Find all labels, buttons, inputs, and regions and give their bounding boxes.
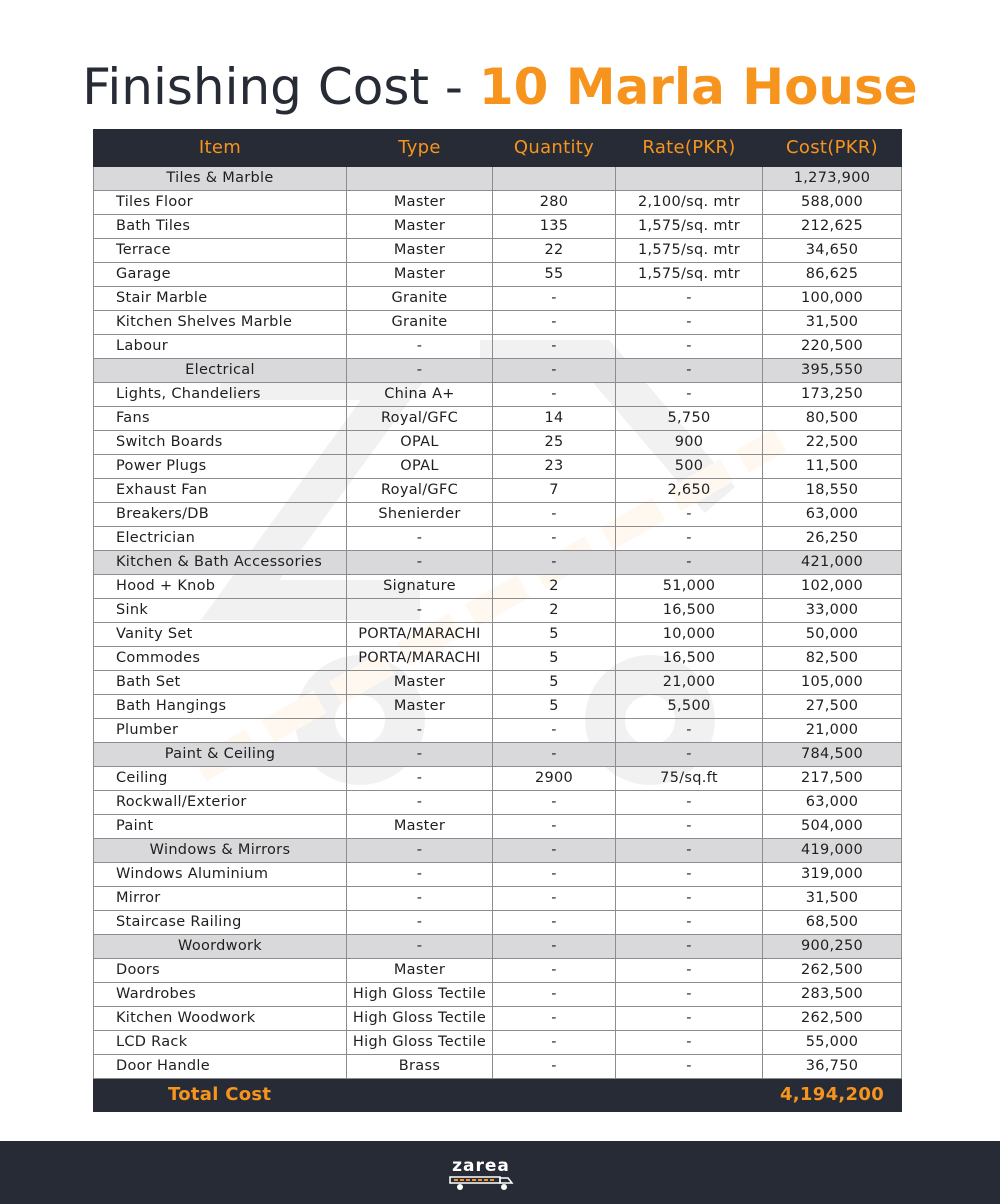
cell-rate: - bbox=[616, 863, 763, 887]
header-row bbox=[94, 130, 902, 167]
cell-type: Brass bbox=[347, 1055, 493, 1079]
cell-type: - bbox=[347, 551, 493, 575]
cell-quantity: - bbox=[493, 383, 616, 407]
header-cost: Cost(PKR) bbox=[763, 130, 902, 167]
cell-item: Rockwall/Exterior bbox=[94, 791, 347, 815]
cell-item: Hood + Knob bbox=[94, 575, 347, 599]
cell-quantity: - bbox=[493, 839, 616, 863]
table-row bbox=[94, 575, 902, 599]
table-row bbox=[94, 455, 902, 479]
cell-quantity: 280 bbox=[493, 191, 616, 215]
cell-rate: - bbox=[616, 527, 763, 551]
cell-cost: 900,250 bbox=[763, 935, 902, 959]
table-row bbox=[94, 311, 902, 335]
total-spacer bbox=[616, 1079, 763, 1112]
header-quantity: Quantity bbox=[493, 130, 616, 167]
cell-rate: 2,100/sq. mtr bbox=[616, 191, 763, 215]
table-row bbox=[94, 263, 902, 287]
cell-item: Bath Set bbox=[94, 671, 347, 695]
table-row bbox=[94, 1007, 902, 1031]
cell-type: - bbox=[347, 743, 493, 767]
cell-item: Wardrobes bbox=[94, 983, 347, 1007]
cell-rate: 5,750 bbox=[616, 407, 763, 431]
cell-rate: - bbox=[616, 359, 763, 383]
table-row bbox=[94, 671, 902, 695]
cell-type: Royal/GFC bbox=[347, 407, 493, 431]
cell-cost: 21,000 bbox=[763, 719, 902, 743]
cell-cost: 504,000 bbox=[763, 815, 902, 839]
header-rate: Rate(PKR) bbox=[616, 130, 763, 167]
cell-type: - bbox=[347, 839, 493, 863]
page-title bbox=[0, 52, 1000, 122]
cell-item: Commodes bbox=[94, 647, 347, 671]
cell-rate: 1,575/sq. mtr bbox=[616, 263, 763, 287]
cell-rate bbox=[616, 167, 763, 191]
cell-quantity: 22 bbox=[493, 239, 616, 263]
cell-quantity: - bbox=[493, 983, 616, 1007]
table-row bbox=[94, 239, 902, 263]
cell-item: Staircase Railing bbox=[94, 911, 347, 935]
cell-rate: - bbox=[616, 335, 763, 359]
cell-type: - bbox=[347, 863, 493, 887]
cell-quantity: - bbox=[493, 863, 616, 887]
cell-item: Paint & Ceiling bbox=[94, 743, 347, 767]
table-row bbox=[94, 983, 902, 1007]
cell-rate: - bbox=[616, 815, 763, 839]
table-row bbox=[94, 911, 902, 935]
cell-quantity: - bbox=[493, 503, 616, 527]
cell-type: Master bbox=[347, 959, 493, 983]
cell-item: Electrical bbox=[94, 359, 347, 383]
table-row bbox=[94, 599, 902, 623]
cell-cost: 31,500 bbox=[763, 887, 902, 911]
cell-cost: 63,000 bbox=[763, 503, 902, 527]
cell-type: PORTA/MARACHI bbox=[347, 647, 493, 671]
cell-quantity: 5 bbox=[493, 623, 616, 647]
cell-type: OPAL bbox=[347, 431, 493, 455]
header-item: Item bbox=[94, 130, 347, 167]
table-row bbox=[94, 863, 902, 887]
cell-type: - bbox=[347, 719, 493, 743]
cell-quantity: - bbox=[493, 527, 616, 551]
cell-cost: 86,625 bbox=[763, 263, 902, 287]
cell-type: Granite bbox=[347, 311, 493, 335]
cell-type: - bbox=[347, 791, 493, 815]
cell-cost: 22,500 bbox=[763, 431, 902, 455]
cell-type: - bbox=[347, 359, 493, 383]
cell-cost: 173,250 bbox=[763, 383, 902, 407]
cell-quantity: - bbox=[493, 935, 616, 959]
table-row bbox=[94, 503, 902, 527]
cell-cost: 262,500 bbox=[763, 1007, 902, 1031]
table-row bbox=[94, 887, 902, 911]
cell-item: Switch Boards bbox=[94, 431, 347, 455]
cell-quantity: 5 bbox=[493, 695, 616, 719]
cell-quantity: 2 bbox=[493, 575, 616, 599]
cell-rate: 10,000 bbox=[616, 623, 763, 647]
cell-type: Master bbox=[347, 239, 493, 263]
table-row bbox=[94, 407, 902, 431]
cell-item: Kitchen Woodwork bbox=[94, 1007, 347, 1031]
cell-item: Paint bbox=[94, 815, 347, 839]
total-spacer bbox=[493, 1079, 616, 1112]
table-row bbox=[94, 287, 902, 311]
cell-item: Bath Hangings bbox=[94, 695, 347, 719]
cell-quantity bbox=[493, 167, 616, 191]
category-row bbox=[94, 935, 902, 959]
cell-item: Kitchen Shelves Marble bbox=[94, 311, 347, 335]
cell-item: Bath Tiles bbox=[94, 215, 347, 239]
cell-quantity: 5 bbox=[493, 647, 616, 671]
table-row bbox=[94, 1055, 902, 1079]
cell-item: Doors bbox=[94, 959, 347, 983]
cell-quantity: - bbox=[493, 311, 616, 335]
cell-rate: 75/sq.ft bbox=[616, 767, 763, 791]
cell-type: Master bbox=[347, 191, 493, 215]
cell-item: Terrace bbox=[94, 239, 347, 263]
cell-cost: 588,000 bbox=[763, 191, 902, 215]
cell-quantity: - bbox=[493, 1031, 616, 1055]
cell-quantity: 14 bbox=[493, 407, 616, 431]
cell-rate: 16,500 bbox=[616, 599, 763, 623]
cell-cost: 319,000 bbox=[763, 863, 902, 887]
total-label: Total Cost bbox=[94, 1079, 347, 1112]
cell-type: - bbox=[347, 527, 493, 551]
cell-cost: 31,500 bbox=[763, 311, 902, 335]
cell-cost: 784,500 bbox=[763, 743, 902, 767]
cell-cost: 105,000 bbox=[763, 671, 902, 695]
cell-cost: 100,000 bbox=[763, 287, 902, 311]
table-row bbox=[94, 191, 902, 215]
cell-cost: 80,500 bbox=[763, 407, 902, 431]
total-row bbox=[94, 1079, 902, 1112]
cell-item: Labour bbox=[94, 335, 347, 359]
cell-quantity: - bbox=[493, 287, 616, 311]
cell-item: Garage bbox=[94, 263, 347, 287]
cell-rate: - bbox=[616, 551, 763, 575]
cell-type: Master bbox=[347, 263, 493, 287]
cell-rate: - bbox=[616, 935, 763, 959]
cell-item: Power Plugs bbox=[94, 455, 347, 479]
cell-quantity: - bbox=[493, 911, 616, 935]
cell-rate: - bbox=[616, 287, 763, 311]
cell-rate: 16,500 bbox=[616, 647, 763, 671]
cell-type: OPAL bbox=[347, 455, 493, 479]
footer-bar bbox=[0, 1141, 1000, 1204]
cell-quantity: 2 bbox=[493, 599, 616, 623]
cell-rate: 500 bbox=[616, 455, 763, 479]
cell-type: Master bbox=[347, 695, 493, 719]
table-row bbox=[94, 1031, 902, 1055]
cell-item: Stair Marble bbox=[94, 287, 347, 311]
cell-rate: - bbox=[616, 719, 763, 743]
cell-item: Plumber bbox=[94, 719, 347, 743]
cell-rate: 5,500 bbox=[616, 695, 763, 719]
cell-type: - bbox=[347, 599, 493, 623]
cell-quantity: 25 bbox=[493, 431, 616, 455]
cell-item: Lights, Chandeliers bbox=[94, 383, 347, 407]
category-row bbox=[94, 839, 902, 863]
cell-type: Master bbox=[347, 215, 493, 239]
cell-quantity: - bbox=[493, 887, 616, 911]
cell-cost: 395,550 bbox=[763, 359, 902, 383]
cell-rate: - bbox=[616, 383, 763, 407]
cell-type: - bbox=[347, 767, 493, 791]
cell-type: Granite bbox=[347, 287, 493, 311]
cell-cost: 283,500 bbox=[763, 983, 902, 1007]
cell-cost: 63,000 bbox=[763, 791, 902, 815]
cell-item: Breakers/DB bbox=[94, 503, 347, 527]
table-row bbox=[94, 215, 902, 239]
cell-cost: 82,500 bbox=[763, 647, 902, 671]
cell-cost: 1,273,900 bbox=[763, 167, 902, 191]
cell-rate: 1,575/sq. mtr bbox=[616, 239, 763, 263]
cell-type: Signature bbox=[347, 575, 493, 599]
total-spacer bbox=[347, 1079, 493, 1112]
cell-rate: - bbox=[616, 911, 763, 935]
cell-rate: - bbox=[616, 503, 763, 527]
cell-type: Royal/GFC bbox=[347, 479, 493, 503]
cell-cost: 33,000 bbox=[763, 599, 902, 623]
cell-cost: 262,500 bbox=[763, 959, 902, 983]
cell-quantity: - bbox=[493, 719, 616, 743]
cell-rate: 2,650 bbox=[616, 479, 763, 503]
cell-cost: 68,500 bbox=[763, 911, 902, 935]
cell-quantity: - bbox=[493, 1007, 616, 1031]
cell-rate: - bbox=[616, 1007, 763, 1031]
cell-cost: 421,000 bbox=[763, 551, 902, 575]
table-row bbox=[94, 815, 902, 839]
cell-rate: 1,575/sq. mtr bbox=[616, 215, 763, 239]
cell-item: Woordwork bbox=[94, 935, 347, 959]
cell-rate: - bbox=[616, 983, 763, 1007]
category-row bbox=[94, 551, 902, 575]
cell-cost: 11,500 bbox=[763, 455, 902, 479]
cell-item: Vanity Set bbox=[94, 623, 347, 647]
cell-quantity: - bbox=[493, 335, 616, 359]
category-row bbox=[94, 743, 902, 767]
cell-cost: 220,500 bbox=[763, 335, 902, 359]
cell-cost: 26,250 bbox=[763, 527, 902, 551]
cell-rate: - bbox=[616, 1055, 763, 1079]
cell-rate: - bbox=[616, 743, 763, 767]
cell-type: High Gloss Tectile bbox=[347, 1031, 493, 1055]
cell-quantity: 2900 bbox=[493, 767, 616, 791]
cell-quantity: 135 bbox=[493, 215, 616, 239]
cell-item: Windows & Mirrors bbox=[94, 839, 347, 863]
cell-cost: 102,000 bbox=[763, 575, 902, 599]
cell-quantity: - bbox=[493, 551, 616, 575]
cell-type bbox=[347, 167, 493, 191]
cell-cost: 217,500 bbox=[763, 767, 902, 791]
cell-item: Fans bbox=[94, 407, 347, 431]
cell-type: - bbox=[347, 335, 493, 359]
cell-rate: 51,000 bbox=[616, 575, 763, 599]
cell-item: Tiles Floor bbox=[94, 191, 347, 215]
cell-type: Master bbox=[347, 671, 493, 695]
table-row bbox=[94, 959, 902, 983]
cell-type: China A+ bbox=[347, 383, 493, 407]
table-row bbox=[94, 695, 902, 719]
table-row bbox=[94, 647, 902, 671]
cell-item: Kitchen & Bath Accessories bbox=[94, 551, 347, 575]
cell-type: Master bbox=[347, 815, 493, 839]
cell-quantity: 7 bbox=[493, 479, 616, 503]
cell-item: Electrician bbox=[94, 527, 347, 551]
cell-quantity: 23 bbox=[493, 455, 616, 479]
cell-item: LCD Rack bbox=[94, 1031, 347, 1055]
cell-cost: 18,550 bbox=[763, 479, 902, 503]
cost-table bbox=[93, 129, 902, 1112]
zarea-logo bbox=[446, 1155, 516, 1191]
table-row bbox=[94, 719, 902, 743]
cell-type: - bbox=[347, 935, 493, 959]
table-row bbox=[94, 335, 902, 359]
cell-cost: 27,500 bbox=[763, 695, 902, 719]
logo-text: zarea bbox=[452, 1156, 510, 1176]
cell-quantity: - bbox=[493, 359, 616, 383]
table-row bbox=[94, 791, 902, 815]
cell-item: Windows Aluminium bbox=[94, 863, 347, 887]
cell-rate: - bbox=[616, 791, 763, 815]
cell-quantity: - bbox=[493, 959, 616, 983]
cell-quantity: - bbox=[493, 1055, 616, 1079]
cell-quantity: - bbox=[493, 743, 616, 767]
cell-rate: - bbox=[616, 959, 763, 983]
cell-rate: - bbox=[616, 887, 763, 911]
cell-cost: 212,625 bbox=[763, 215, 902, 239]
cell-type: PORTA/MARACHI bbox=[347, 623, 493, 647]
table-row bbox=[94, 383, 902, 407]
cell-cost: 36,750 bbox=[763, 1055, 902, 1079]
total-value: 4,194,200 bbox=[763, 1079, 902, 1112]
cell-item: Sink bbox=[94, 599, 347, 623]
cell-item: Tiles & Marble bbox=[94, 167, 347, 191]
cell-cost: 34,650 bbox=[763, 239, 902, 263]
header-type: Type bbox=[347, 130, 493, 167]
cell-type: - bbox=[347, 911, 493, 935]
cell-item: Exhaust Fan bbox=[94, 479, 347, 503]
table-row bbox=[94, 431, 902, 455]
cell-quantity: - bbox=[493, 791, 616, 815]
table-row bbox=[94, 479, 902, 503]
title-main: Finishing Cost - bbox=[82, 58, 479, 116]
cell-item: Door Handle bbox=[94, 1055, 347, 1079]
cell-item: Ceiling bbox=[94, 767, 347, 791]
truck-icon bbox=[448, 1175, 514, 1191]
cell-quantity: 55 bbox=[493, 263, 616, 287]
category-row bbox=[94, 167, 902, 191]
cell-type: High Gloss Tectile bbox=[347, 983, 493, 1007]
cell-rate: 21,000 bbox=[616, 671, 763, 695]
cell-cost: 50,000 bbox=[763, 623, 902, 647]
cell-type: Shenierder bbox=[347, 503, 493, 527]
cell-rate: - bbox=[616, 839, 763, 863]
cell-quantity: 5 bbox=[493, 671, 616, 695]
cell-rate: - bbox=[616, 311, 763, 335]
cell-rate: - bbox=[616, 1031, 763, 1055]
category-row bbox=[94, 359, 902, 383]
cell-item: Mirror bbox=[94, 887, 347, 911]
cell-cost: 55,000 bbox=[763, 1031, 902, 1055]
table-row bbox=[94, 623, 902, 647]
table-row bbox=[94, 527, 902, 551]
cell-rate: 900 bbox=[616, 431, 763, 455]
cell-quantity: - bbox=[493, 815, 616, 839]
table-row bbox=[94, 767, 902, 791]
title-highlight: 10 Marla House bbox=[478, 58, 918, 116]
cell-type: - bbox=[347, 887, 493, 911]
cell-type: High Gloss Tectile bbox=[347, 1007, 493, 1031]
cell-cost: 419,000 bbox=[763, 839, 902, 863]
